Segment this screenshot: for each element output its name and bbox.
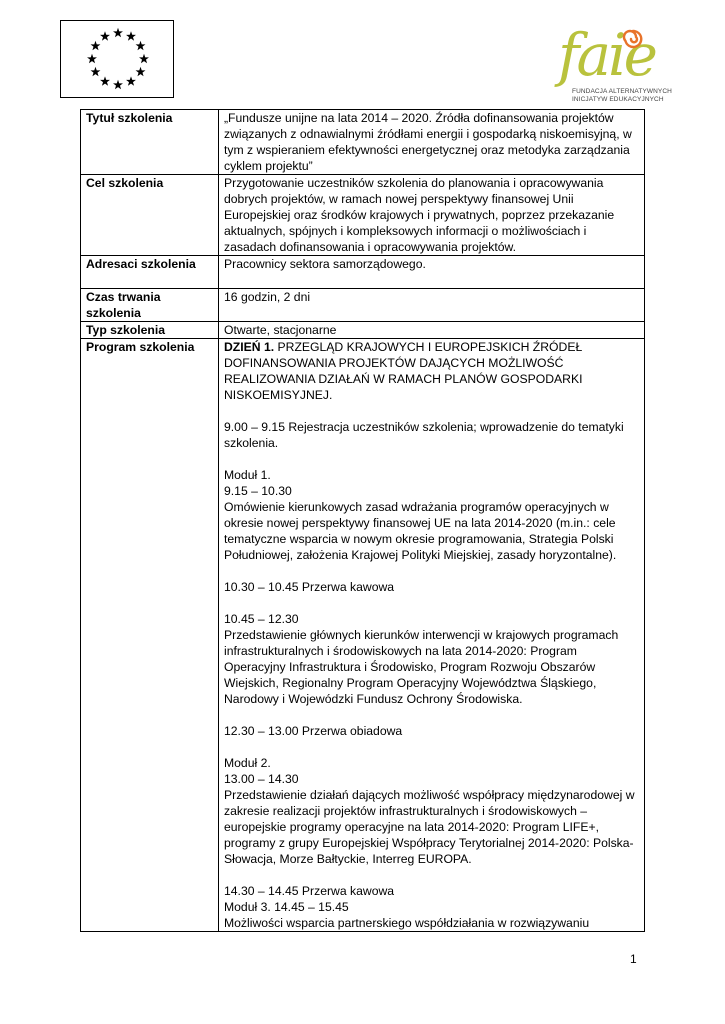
day1-heading: DZIEŃ 1. PRZEGLĄD KRAJOWYCH I EUROPEJSKICH ŹRÓDEŁ DOFINANSOWANIA PROJEKTÓW DAJĄCYCH MOŻLIWOŚĆ REALIZOWANIA DZIAŁAŃ W RAMACH PLANÓW GOSPODARKI NISKOEMISYJNEJ.: [224, 340, 583, 402]
eu-star-icon: [126, 76, 136, 85]
value-duration: 16 godzin, 2 dni: [219, 289, 645, 322]
registration: 9.00 – 9.15 Rejestracja uczestników szkolenia; wprowadzenie do tematyki szkolenia.: [224, 420, 624, 450]
logo-wordmark: faie: [558, 21, 655, 89]
eu-star-icon: [87, 54, 97, 63]
row-type: [81, 322, 645, 339]
eu-star-icon: [100, 76, 110, 85]
value-title: „Fundusze unijne na lata 2014 – 2020. Źródła dofinansowania projektów związanych z odnawialnymi źródłami energii i gospodarką niskoemisyjną, w tym z wspieraniem efektywności energetycznej oraz metodyka zarządzania cyklem projektu”: [219, 110, 645, 175]
eu-star-icon: [136, 41, 146, 50]
eu-star-icon: [136, 67, 146, 76]
eu-star-icon: [91, 67, 101, 76]
module2: Moduł 2. 13.00 – 14.30 Przedstawienie działań dających możliwość współpracy międzynarodowej w zakresie realizacji projektów infrastrukturalnych i środowiskowych – europejskie programy operacyjne na lata 2014-2020: Program LIFE+, programy z grupy Europejskiej Współpracy Terytorialnej 2014-2020: Polska-Słowacja, Morze Bałtyckie, Interreg EUROPA.: [224, 756, 635, 866]
label-duration: Czas trwania szkolenia: [81, 289, 219, 322]
faie-logo: [548, 21, 672, 110]
eu-star-icon: [126, 31, 136, 40]
row-program: [81, 339, 645, 932]
row-audience: [81, 256, 645, 289]
eu-star-icon: [100, 31, 110, 40]
value-program: [219, 339, 645, 932]
value-goal: Przygotowanie uczestników szkolenia do planowania i opracowywania dobrych projektów, w ramach nowej perspektywy finansowej Unii Europejskiej oraz środków krajowych i prywatnych, poprzez przekazanie aktualnych, spójnych i kompleksowych informacji o możliwościach i zasadach dofinansowania i opracowywania projektów.: [219, 175, 645, 256]
break1: 10.30 – 10.45 Przerwa kawowa: [224, 580, 395, 594]
swirl-icon: [622, 28, 644, 50]
module3: 14.30 – 14.45 Przerwa kawowa Moduł 3. 14.45 – 15.45 Możliwości wsparcia partnerskiego współdziałania w rozwiązywaniu: [224, 884, 590, 930]
label-title: Tytuł szkolenia: [81, 110, 219, 175]
training-info-table: [80, 109, 645, 932]
eu-star-icon: [139, 54, 149, 63]
value-audience: Pracownicy sektora samorządowego.: [219, 256, 645, 289]
row-goal: [81, 175, 645, 256]
eu-stars-icon: [61, 21, 175, 99]
row-title: [81, 110, 645, 175]
value-type: Otwarte, stacjonarne: [219, 322, 645, 339]
label-audience: Adresaci szkolenia: [81, 256, 219, 289]
eu-star-icon: [113, 28, 123, 37]
label-program: Program szkolenia: [81, 339, 219, 932]
eu-flag: [60, 20, 174, 98]
logo-subtitle: FUNDACJA ALTERNATYWNYCH INICJATYW EDUKACYJNYCH: [572, 88, 672, 103]
page-number: 1: [630, 952, 637, 966]
eu-star-icon: [91, 41, 101, 50]
label-type: Typ szkolenia: [81, 322, 219, 339]
eu-star-icon: [113, 80, 123, 89]
row-duration: [81, 289, 645, 322]
session2: 10.45 – 12.30 Przedstawienie głównych kierunków interwencji w krajowych programach infrastrukturalnych i środowiskowych na lata 2014-2020: Program Operacyjny Infrastruktura i Środowisko, Program Rozwoju Obszarów Wiejskich, Regionalny Program Operacyjny Województwa Śląskiego, Narodowy i Wojewódzki Fundusz Ochrony Środowiska.: [224, 612, 619, 706]
lunch: 12.30 – 13.00 Przerwa obiadowa: [224, 724, 403, 738]
module1: Moduł 1. 9.15 – 10.30 Omówienie kierunkowych zasad wdrażania programów operacyjnych w okresie nowej perspektywy finansowej UE na lata 2014-2020 (m.in.: cele tematyczne wsparcia w nowym okresie programowania, Strategia Polski Południowej, założenia Krajowej Polityki Miejskiej, zasady horyzontalne).: [224, 468, 617, 562]
label-goal: Cel szkolenia: [81, 175, 219, 256]
